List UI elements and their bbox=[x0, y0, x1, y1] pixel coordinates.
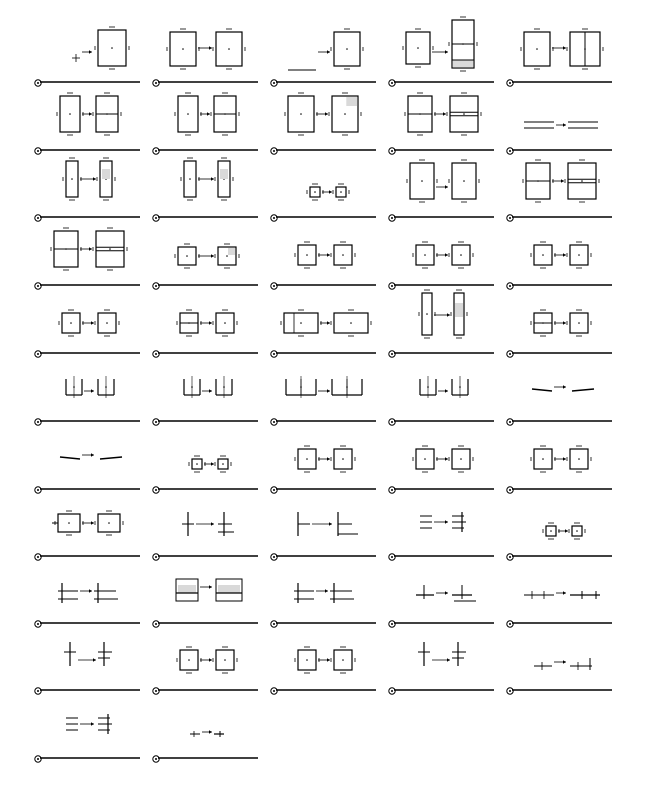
detail-cell-r1c1 bbox=[35, 27, 140, 86]
detail-cell-r1c2 bbox=[153, 29, 258, 86]
detail-cell-r8c4 bbox=[389, 512, 494, 560]
detail-cell-r6c1 bbox=[35, 376, 140, 425]
detail-cell-r8c2 bbox=[153, 512, 258, 560]
detail-cell-r10c2 bbox=[153, 647, 258, 694]
detail-cell-r5c3 bbox=[271, 310, 376, 357]
detail-cell-r6c5 bbox=[507, 385, 612, 425]
detail-cell-r8c3 bbox=[271, 512, 376, 560]
detail-cell-r11c2 bbox=[153, 730, 258, 762]
detail-cell-r10c5 bbox=[507, 658, 612, 694]
detail-cell-r9c4 bbox=[389, 585, 494, 627]
detail-cell-r8c1 bbox=[35, 511, 140, 560]
detail-cell-r6c4 bbox=[389, 376, 494, 425]
detail-cell-r2c5 bbox=[507, 122, 612, 154]
detail-cell-r2c1 bbox=[35, 93, 140, 154]
detail-cell-r10c3 bbox=[271, 647, 376, 694]
detail-cell-r3c1 bbox=[35, 158, 140, 221]
detail-cell-r4c2 bbox=[153, 244, 258, 289]
detail-cell-r1c3 bbox=[271, 29, 376, 86]
detail-cell-r3c5 bbox=[507, 160, 612, 221]
detail-cell-r2c4 bbox=[389, 93, 494, 154]
detail-cell-r5c2 bbox=[153, 310, 258, 357]
detail-cell-r6c3 bbox=[271, 376, 376, 425]
detail-cell-r7c1 bbox=[35, 453, 140, 493]
detail-cell-r9c1 bbox=[35, 583, 140, 627]
detail-cell-r7c4 bbox=[389, 446, 494, 493]
detail-cell-r5c1 bbox=[35, 310, 140, 357]
detail-cell-r6c2 bbox=[153, 376, 258, 425]
detail-cell-r10c4 bbox=[389, 642, 494, 694]
detail-cell-r8c5 bbox=[507, 523, 612, 560]
detail-cell-r1c5 bbox=[507, 29, 612, 86]
detail-cell-r4c5 bbox=[507, 242, 612, 289]
detail-cell-r5c5 bbox=[507, 310, 612, 357]
detail-cell-r9c5 bbox=[507, 591, 612, 627]
detail-cell-r9c2 bbox=[153, 579, 258, 627]
detail-cell-r2c3 bbox=[271, 93, 376, 154]
detail-cell-r3c3 bbox=[271, 184, 376, 221]
detail-cell-r5c4 bbox=[389, 290, 494, 357]
detail-cell-r3c2 bbox=[153, 158, 258, 221]
detail-cell-r11c1 bbox=[35, 714, 140, 762]
detail-cell-r1c4 bbox=[389, 17, 494, 86]
detail-cell-r9c3 bbox=[271, 583, 376, 627]
detail-cell-r2c2 bbox=[153, 93, 258, 154]
detail-cell-r4c1 bbox=[35, 228, 140, 289]
detail-cell-r7c5 bbox=[507, 446, 612, 493]
detail-cell-r4c4 bbox=[389, 242, 494, 289]
detail-cell-r7c3 bbox=[271, 446, 376, 493]
detail-cell-r3c4 bbox=[389, 160, 494, 221]
detail-cell-r4c3 bbox=[271, 242, 376, 289]
detail-cell-r7c2 bbox=[153, 456, 258, 493]
detail-cell-r10c1 bbox=[35, 642, 140, 694]
